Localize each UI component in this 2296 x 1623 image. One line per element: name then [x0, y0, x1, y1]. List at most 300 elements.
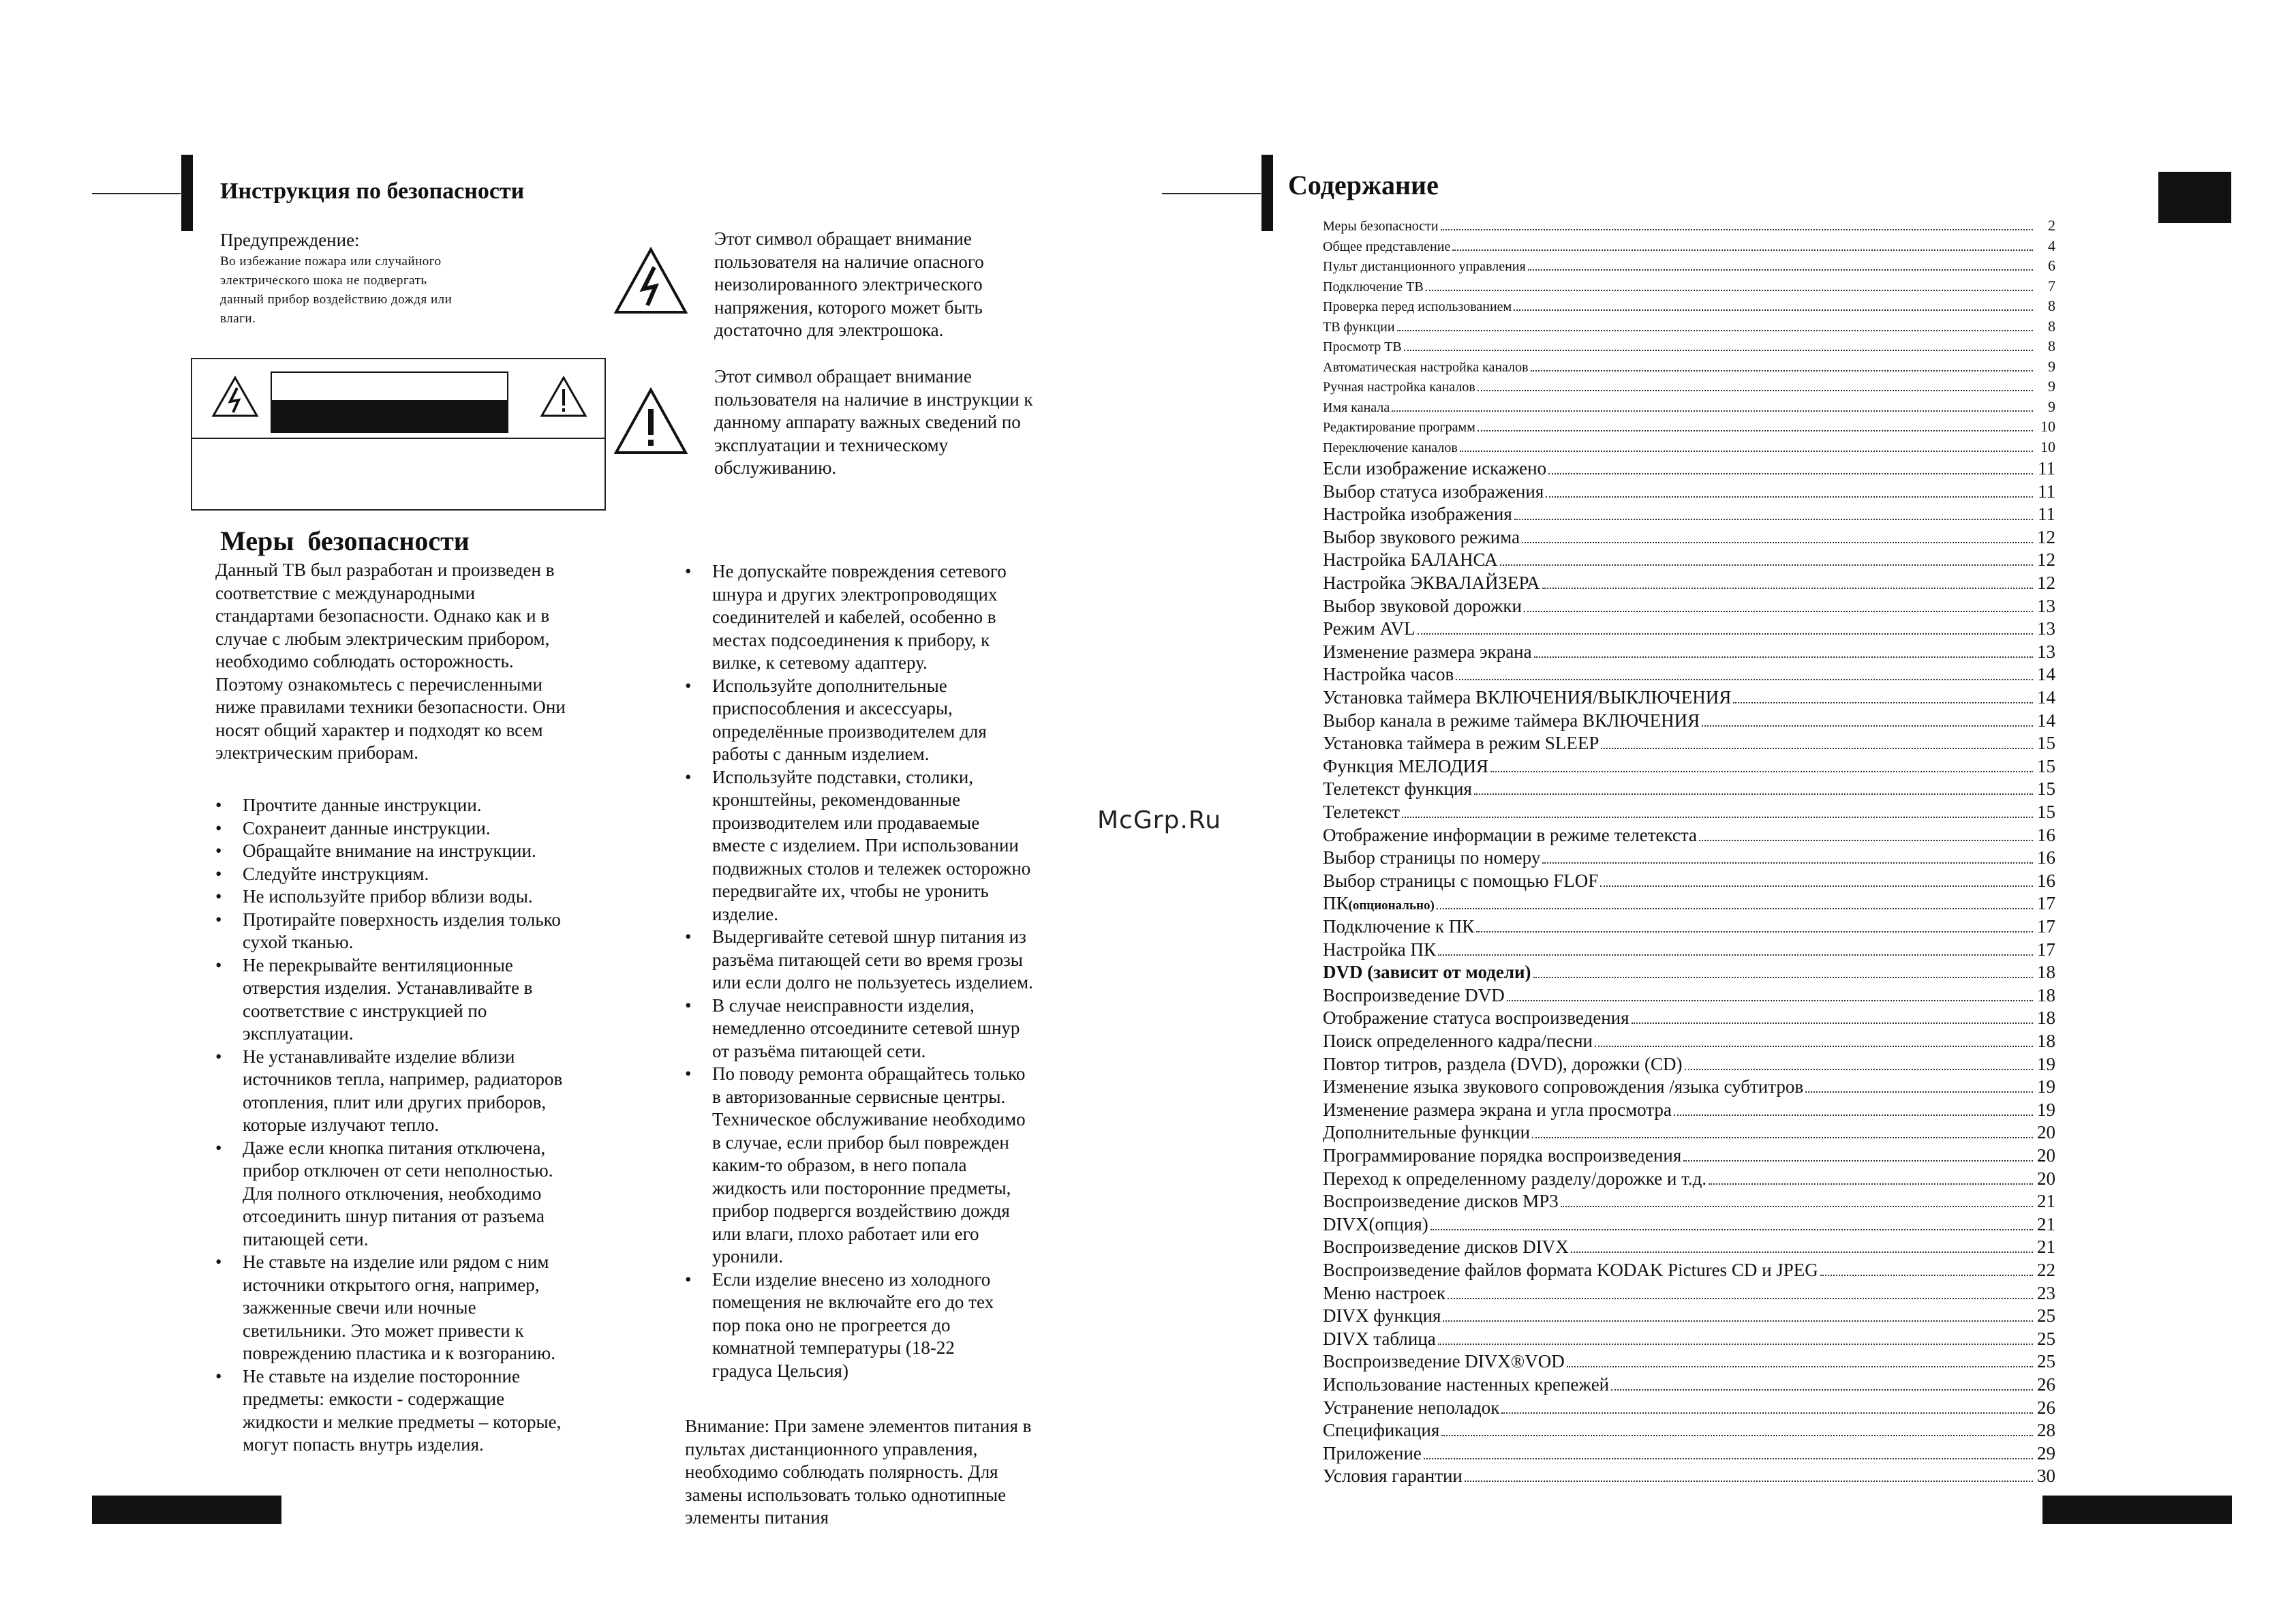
list-item-line: прибор подвергся воздействию дождя: [712, 1200, 1010, 1221]
toc-dot-leader: [1397, 330, 2033, 331]
toc-dot-leader: [1404, 350, 2033, 351]
list-item-line: источники открытого огня, например,: [243, 1274, 540, 1295]
intro-line: необходимо соблюдать осторожность.: [215, 651, 514, 671]
toc-dot-leader: [1528, 269, 2033, 271]
toc-entry-title: Меры безопасности: [1323, 219, 1439, 234]
list-item-line: отсоединить шнур питания от разъема: [243, 1206, 545, 1226]
list-item-line: соответствие с инструкцией по: [243, 1000, 487, 1021]
toc-dot-leader: [1524, 611, 2033, 612]
toc-entry-title: Установка таймера ВКЛЮЧЕНИЯ/ВЫКЛЮЧЕНИЯ: [1323, 687, 1732, 708]
toc-entry[interactable]: [1323, 847, 2055, 868]
list-item: [215, 794, 631, 817]
toc-entry-title: Использование настенных крепежей: [1323, 1374, 1610, 1395]
toc-dot-leader: [1465, 1481, 2033, 1482]
toc-entry[interactable]: [1323, 939, 2055, 960]
toc-page-number: 20: [2037, 1168, 2055, 1189]
symbol-text-line: напряжения, которого может быть: [714, 297, 983, 318]
toc-entry-title: Просмотр ТВ: [1323, 339, 1402, 354]
toc-dot-leader: [1438, 954, 2033, 956]
toc-dot-leader: [1424, 1458, 2033, 1459]
toc-entry[interactable]: [1323, 237, 2055, 255]
toc-entry[interactable]: [1323, 1374, 2055, 1395]
toc-entry[interactable]: [1323, 549, 2055, 571]
toc-entry-title: Общее представление: [1323, 239, 1451, 254]
toc-entry[interactable]: [1323, 257, 2055, 275]
toc-entry-title: Выбор страницы с помощью FLOF: [1323, 870, 1599, 891]
list-item: [215, 840, 631, 863]
battery-note-line: пультах дистанционного управления,: [685, 1438, 978, 1459]
list-item-line: шнура и других электропроводящих: [712, 583, 998, 605]
list-item-line: или влаги, плохо работает или его: [712, 1223, 979, 1244]
toc-entry[interactable]: [1323, 1260, 2055, 1281]
toc-dot-leader: [1474, 793, 2033, 795]
toc-page-number: 18: [2037, 1031, 2055, 1051]
right-header-rule: [1162, 193, 1261, 194]
toc-entry-title: Отображение информации в режиме телетекста: [1323, 824, 1698, 845]
toc-entry[interactable]: [1323, 778, 2055, 800]
toc-dot-leader: [1567, 1366, 2033, 1367]
toc-entry[interactable]: [1323, 337, 2055, 355]
list-item-line: определённые производителем для: [712, 721, 987, 742]
toc-entry-title: DIVX функция: [1323, 1305, 1441, 1326]
toc-entry[interactable]: [1323, 802, 2055, 823]
toc-page-number: 15: [2037, 778, 2055, 800]
toc-dot-leader: [1805, 1091, 2033, 1093]
toc-entry-title: Дополнительные функции: [1323, 1122, 1531, 1143]
list-item-line: • Протирайте поверхность изделия только: [243, 909, 561, 930]
toc-entry[interactable]: [1323, 1168, 2055, 1189]
battery-note-line: необходимо соблюдать полярность. Для: [685, 1461, 998, 1482]
list-item-line: разъёма питающей сети во время грозы: [712, 949, 1023, 970]
list-item-line: • Не ставьте на изделие посторонние: [243, 1365, 520, 1386]
toc-entry[interactable]: [1323, 458, 2055, 479]
toc-entry[interactable]: [1323, 1122, 2055, 1143]
list-item: [215, 817, 631, 840]
toc-entry[interactable]: [1323, 1397, 2055, 1419]
list-item: [215, 909, 631, 954]
intro-line: электрическим приборам.: [215, 742, 418, 763]
list-item: [685, 766, 1101, 926]
toc-dot-leader: [1546, 496, 2033, 498]
toc-entry[interactable]: [1323, 916, 2055, 937]
toc-page-number: 19: [2037, 1099, 2055, 1120]
toc-entry[interactable]: [1323, 438, 2055, 456]
box-lightning-icon: [211, 376, 259, 421]
symbol-text-line: пользователя на наличие в инструкции к: [714, 389, 1033, 410]
toc-entry[interactable]: [1323, 1351, 2055, 1372]
toc-dot-leader: [1476, 931, 2033, 932]
toc-entry-title: Изменение размера экрана: [1323, 641, 1532, 662]
list-item-line: жидкости и мелкие предметы – которые,: [243, 1411, 562, 1432]
toc-entry[interactable]: [1323, 870, 2055, 892]
toc-page-number: 13: [2037, 595, 2055, 616]
toc-dot-leader: [1595, 1046, 2033, 1047]
toc-entry[interactable]: [1323, 1329, 2055, 1350]
toc-page-number: 29: [2037, 1442, 2055, 1463]
toc-entry[interactable]: [1323, 756, 2055, 777]
toc-entry[interactable]: [1323, 1237, 2055, 1258]
toc-dot-leader: [1438, 1344, 2033, 1345]
toc-page-number: 30: [2037, 1466, 2055, 1487]
toc-entry[interactable]: [1323, 733, 2055, 754]
toc-dot-leader: [1709, 1183, 2033, 1185]
toc-page-number: 11: [2038, 504, 2055, 525]
toc-entry-title: Воспроизведение дисков MP3: [1323, 1191, 1559, 1212]
toc-entry-title: Приложение: [1323, 1442, 1422, 1463]
list-item-line: изделие.: [712, 903, 779, 924]
toc-page-number: 9: [2048, 378, 2055, 395]
list-item-line: вместе с изделием. При использовании: [712, 835, 1019, 855]
list-item-line: соединителей и кабелей, особенно в: [712, 607, 996, 627]
toc-entry-title: Выбор канала в режиме таймера ВКЛЮЧЕНИЯ: [1323, 710, 1700, 731]
toc-entry-title: Поиск определенного кадра/песни: [1323, 1031, 1593, 1051]
list-item-line: • Не допускайте повреждения сетевого: [712, 561, 1007, 581]
toc-entry[interactable]: [1323, 825, 2055, 846]
toc-dot-leader: [1683, 1160, 2033, 1162]
toc-page-number: 15: [2037, 802, 2055, 822]
toc-dot-leader: [1500, 564, 2033, 566]
toc-entry[interactable]: [1323, 318, 2055, 335]
safety-bullets-column-2: [685, 560, 1101, 1382]
toc-dot-leader: [1542, 862, 2033, 864]
list-item-line: немедленно отсоедините сетевой шнур: [712, 1018, 1020, 1038]
toc-page-number: 16: [2037, 847, 2055, 868]
toc-page-number: 10: [2040, 438, 2055, 455]
list-item-line: комнатной температуры (18-22: [712, 1337, 955, 1358]
toc-page-number: 21: [2037, 1213, 2055, 1234]
toc-dot-leader: [1501, 1412, 2033, 1414]
list-item: [215, 885, 631, 909]
warning-text: [220, 252, 561, 329]
list-item-line: пор пока оно не прогреется до: [712, 1314, 951, 1335]
toc-entry[interactable]: [1323, 710, 2055, 731]
toc-dot-leader: [1418, 633, 2033, 635]
toc-entry[interactable]: [1323, 217, 2055, 234]
toc-entry-title: Изменение размера экрана и угла просмотра: [1323, 1099, 1672, 1120]
toc-page-number: 12: [2037, 549, 2055, 571]
toc-page-number: 25: [2037, 1305, 2055, 1326]
list-item: [685, 560, 1101, 675]
toc-entry[interactable]: [1323, 1420, 2055, 1441]
toc-entry-title: DIVX(опция): [1323, 1213, 1428, 1234]
battery-note: [685, 1415, 1094, 1530]
toc-entry-title: Изменение языка звукового сопровождения /языка субтитров: [1323, 1076, 1804, 1097]
toc-page-number: 13: [2037, 618, 2055, 639]
toc-page-number: 15: [2037, 733, 2055, 754]
toc-entry-title: Переход к определенному разделу/дорожке и т.д.: [1323, 1168, 1707, 1189]
toc-dot-leader: [1426, 290, 2033, 291]
toc-entry-title: Выбор статуса изображения: [1323, 481, 1544, 502]
toc-page-number: 21: [2037, 1191, 2055, 1212]
toc-entry[interactable]: [1323, 277, 2055, 295]
toc-entry[interactable]: [1323, 1191, 2055, 1212]
toc-entry[interactable]: [1323, 297, 2055, 315]
toc-page-number: 23: [2037, 1282, 2055, 1303]
toc-page-number: 4: [2048, 237, 2055, 254]
toc-entry[interactable]: [1323, 1283, 2055, 1304]
toc-entry-title: DIVX таблица: [1323, 1328, 1436, 1349]
list-item-line: отопления, плит или других приборов,: [243, 1091, 547, 1112]
toc-entry-title: Переключение каналов: [1323, 440, 1458, 455]
toc-page-number: 18: [2037, 962, 2055, 983]
toc-entry-title: Воспроизведение DVD: [1323, 984, 1505, 1005]
toc-entry[interactable]: [1323, 1443, 2055, 1464]
toc-page-number: 15: [2037, 755, 2055, 776]
toc-page-number: 8: [2048, 297, 2055, 314]
toc-dot-leader: [1533, 977, 2033, 978]
toc-dot-leader: [1460, 451, 2033, 452]
battery-note-line: элементы питания: [685, 1507, 829, 1528]
list-item-line: источников тепла, например, радиаторов: [243, 1069, 563, 1089]
toc-entry[interactable]: [1323, 893, 2055, 914]
list-item-line: Техническое обслуживание необходимо: [712, 1109, 1026, 1129]
list-item-line: сухой тканью.: [243, 932, 354, 952]
battery-note-line: замены использовать только однотипные: [685, 1484, 1007, 1505]
list-item-line: • Сохранеит данные инструкции.: [243, 817, 491, 838]
toc-entry[interactable]: [1323, 1007, 2055, 1029]
toc-entry-title: Настройка ПК: [1323, 939, 1436, 960]
symbol-text-line: неизолированного электрического: [714, 274, 983, 294]
toc-entry-title: DVD (зависит от модели): [1323, 962, 1531, 983]
toc-entry[interactable]: [1323, 573, 2055, 594]
toc-page-number: 26: [2037, 1397, 2055, 1418]
list-item-line: передвигайте их, чтобы не уронить: [712, 881, 989, 901]
list-item-line: производителем или продаваемые: [712, 812, 980, 833]
toc-entry-title: Устранение неполадок: [1323, 1397, 1500, 1418]
right-footer-bar: [2042, 1496, 2232, 1524]
toc-entry-note: (опционально): [1348, 898, 1435, 913]
toc-dot-leader: [1632, 1022, 2033, 1024]
toc-page-number: 20: [2037, 1122, 2055, 1143]
list-item-line: каким-то образом, в него попала: [712, 1155, 967, 1175]
list-item: [685, 1269, 1101, 1383]
toc-entry-title: Телетекст: [1323, 802, 1400, 822]
toc-entry-title: Воспроизведение DIVX®VOD: [1323, 1351, 1565, 1372]
toc-entry[interactable]: [1323, 481, 2055, 502]
list-item: [215, 1365, 631, 1457]
list-item: [685, 926, 1101, 995]
symbol-text-line: эксплуатации и техническому: [714, 434, 949, 455]
toc-page-number: 28: [2037, 1420, 2055, 1441]
list-item-line: повреждению пластика и к возгоранию.: [243, 1343, 555, 1363]
toc-page-number: 14: [2037, 710, 2055, 731]
toc-entry[interactable]: [1323, 1145, 2055, 1166]
toc-dot-leader: [1600, 885, 2033, 887]
toc-entry[interactable]: [1323, 664, 2055, 685]
toc-page-number: 26: [2037, 1374, 2055, 1395]
toc-dot-leader: [1601, 748, 2033, 749]
toc-entry-title: Выбор звукового режима: [1323, 526, 1520, 547]
toc-page-number: 14: [2037, 664, 2055, 685]
list-item: [215, 863, 631, 886]
list-item-line: • Не перекрывайте вентиляционные: [243, 954, 513, 975]
toc-entry[interactable]: [1323, 962, 2055, 983]
list-item: [215, 1046, 631, 1137]
toc-dot-leader: [1478, 430, 2033, 431]
toc-page-number: 17: [2037, 916, 2055, 937]
toc-entry-title: ПК: [1323, 893, 1349, 914]
toc-dot-leader: [1699, 840, 2033, 841]
toc-entry-title: Ручная настройка каналов: [1323, 380, 1475, 395]
list-item-line: • Не ставьте на изделие или рядом с ним: [243, 1252, 549, 1272]
toc-dot-leader: [1402, 817, 2033, 818]
safety-instructions-title: Инструкция по безопасности: [220, 179, 525, 204]
contents-title: Содержание: [1288, 170, 1439, 200]
toc-page-number: 7: [2048, 277, 2055, 294]
toc-dot-leader: [1514, 309, 2033, 311]
list-item: [215, 1137, 631, 1252]
toc-dot-leader: [1561, 1206, 2033, 1207]
toc-page-number: 12: [2037, 573, 2055, 593]
safety-intro-text: [215, 559, 617, 765]
list-item-line: • Используйте подставки, столики,: [712, 766, 974, 787]
warning-line: данный прибор воздействию дождя или: [220, 292, 453, 307]
warning-label: Предупреждение:: [220, 230, 360, 250]
list-item: [685, 675, 1101, 766]
exclamation-symbol-icon: [613, 387, 688, 459]
box-caution-bar: [271, 371, 508, 433]
toc-dot-leader: [1507, 1000, 2033, 1001]
toc-dot-leader: [1571, 1252, 2033, 1253]
toc-page-number: 8: [2048, 317, 2055, 335]
toc-dot-leader: [1611, 1389, 2033, 1391]
toc-entry-title: Настройка ЭКВАЛАЙЗЕРА: [1323, 573, 1540, 593]
list-item-line: • Если изделие внесено из холодного: [712, 1269, 991, 1290]
toc-entry[interactable]: [1323, 1466, 2055, 1487]
toc-entry-title: Воспроизведение файлов формата KODAK Pictures CD и JPEG: [1323, 1260, 1818, 1280]
toc-entry[interactable]: [1323, 641, 2055, 663]
toc-entry[interactable]: [1323, 687, 2055, 708]
intro-line: соответствие с международными: [215, 582, 476, 603]
list-item: [685, 995, 1101, 1063]
list-item-line: подвижных столов и тележек осторожно: [712, 858, 1031, 879]
symbol-text-line: пользователя на наличие опасного: [714, 251, 984, 272]
toc-entry-title: Подключение ТВ: [1323, 279, 1424, 294]
toc-entry[interactable]: [1323, 1031, 2055, 1052]
toc-entry[interactable]: [1323, 1054, 2055, 1075]
page-tab-marker: [2158, 172, 2231, 223]
toc-entry-title: Меню настроек: [1323, 1282, 1445, 1303]
toc-entry[interactable]: [1323, 1099, 2055, 1121]
intro-line: стандартами безопасности. Однако как и в: [215, 605, 550, 626]
list-item-line: или если долго не пользуетесь изделием.: [712, 972, 1033, 992]
intro-line: носят общий характер и подходят ко всем: [215, 719, 543, 740]
list-item-line: местах подсоединения к прибору, к: [712, 629, 990, 650]
toc-entry[interactable]: [1323, 358, 2055, 376]
list-item-line: которые излучают тепло.: [243, 1114, 440, 1135]
toc-entry-title: Если изображение искажено: [1323, 458, 1547, 479]
toc-page-number: 19: [2037, 1053, 2055, 1074]
list-item-line: • В случае неисправности изделия,: [712, 995, 975, 1016]
toc-dot-leader: [1441, 229, 2033, 230]
safety-bullets-column-1: [215, 794, 631, 1457]
lightning-symbol-description: [714, 228, 1082, 342]
toc-page-number: 22: [2037, 1260, 2055, 1280]
toc-dot-leader: [1522, 542, 2033, 543]
toc-entry-title: Повтор титров, раздела (DVD), дорожки (CD): [1323, 1053, 1683, 1074]
list-item-line: светильники. Это может привести к: [243, 1320, 524, 1341]
list-item-line: уронили.: [712, 1246, 784, 1266]
toc-entry[interactable]: [1323, 398, 2055, 416]
toc-entry-title: Пульт дистанционного управления: [1323, 259, 1526, 274]
toc-dot-leader: [1733, 702, 2033, 703]
list-item-line: в случае, если прибор был поврежден: [712, 1132, 1009, 1153]
toc-page-number: 14: [2037, 687, 2055, 708]
toc-entry[interactable]: [1323, 985, 2055, 1006]
toc-page-number: 11: [2038, 481, 2055, 502]
toc-entry-title: Имя канала: [1323, 399, 1390, 415]
toc-dot-leader: [1430, 1229, 2033, 1230]
toc-dot-leader: [1548, 473, 2033, 474]
toc-entry-title: Выбор страницы по номеру: [1323, 847, 1541, 868]
list-item-line: зажженные свечи или ночные: [243, 1297, 476, 1318]
toc-page-number: 21: [2037, 1237, 2055, 1258]
toc-page-number: 18: [2037, 1007, 2055, 1029]
left-header-rule: [92, 193, 181, 194]
toc-entry[interactable]: [1323, 1076, 2055, 1097]
symbol-text-line: обслуживанию.: [714, 457, 837, 478]
left-footer-bar: [92, 1496, 281, 1524]
toc-dot-leader: [1392, 410, 2033, 412]
toc-entry-title: Функция МЕЛОДИЯ: [1323, 755, 1488, 776]
toc-entry[interactable]: [1323, 527, 2055, 548]
toc-entry-title: Настройка изображения: [1323, 504, 1512, 525]
toc-entry-title: Спецификация: [1323, 1420, 1440, 1441]
toc-entry[interactable]: [1323, 596, 2055, 617]
toc-dot-leader: [1443, 1320, 2033, 1322]
toc-entry-title: Программирование порядка воспроизведения: [1323, 1145, 1682, 1166]
toc-dot-leader: [1674, 1114, 2033, 1116]
list-item-line: могут попасть внутрь изделия.: [243, 1434, 484, 1455]
toc-entry[interactable]: [1323, 378, 2055, 395]
toc-entry-title: Условия гарантии: [1323, 1466, 1463, 1487]
toc-dot-leader: [1702, 725, 2033, 727]
battery-note-line: Внимание: При замене элементов питания в: [685, 1416, 1032, 1436]
toc-entry[interactable]: [1323, 1214, 2055, 1235]
toc-entry[interactable]: [1323, 504, 2055, 525]
list-item-line: • По поводу ремонта обращайтесь только: [712, 1063, 1026, 1084]
list-item-line: приспособления и аксессуары,: [712, 698, 953, 718]
toc-dot-leader: [1531, 370, 2033, 371]
toc-page-number: 16: [2037, 870, 2055, 891]
toc-entry-title: Установка таймера в режим SLEEP: [1323, 733, 1599, 754]
toc-page-number: 18: [2037, 984, 2055, 1005]
left-header-bar: [181, 155, 193, 231]
toc-entry[interactable]: [1323, 618, 2055, 639]
toc-entry-title: Настройка часов: [1323, 664, 1454, 685]
symbol-text-line: Этот символ обращает внимание: [714, 366, 972, 386]
intro-line: ниже правилами техники безопасности. Они: [215, 697, 566, 717]
warning-label-box: [191, 358, 606, 511]
toc-page-number: 9: [2048, 397, 2055, 415]
toc-dot-leader: [1456, 679, 2033, 680]
toc-entry-title: Телетекст функция: [1323, 778, 1472, 800]
toc-page-number: 10: [2040, 418, 2055, 435]
toc-dot-leader: [1441, 1435, 2033, 1436]
box-exclamation-icon: [540, 376, 587, 421]
toc-page-number: 2: [2048, 217, 2055, 234]
toc-page-number: 12: [2037, 526, 2055, 547]
toc-entry-title: Отображение статуса воспроизведения: [1323, 1007, 1629, 1029]
list-item-line: градуса Цельсия): [712, 1360, 848, 1381]
list-item-line: • Следуйте инструкциям.: [243, 863, 429, 884]
toc-entry[interactable]: [1323, 1305, 2055, 1326]
toc-entry-title: Выбор звуковой дорожки: [1323, 595, 1522, 616]
toc-dot-leader: [1542, 588, 2033, 589]
list-item-line: отверстия изделия. Устанавливайте в: [243, 977, 533, 998]
toc-entry[interactable]: [1323, 418, 2055, 436]
list-item-line: вилке, к сетевому адаптеру.: [712, 652, 928, 673]
